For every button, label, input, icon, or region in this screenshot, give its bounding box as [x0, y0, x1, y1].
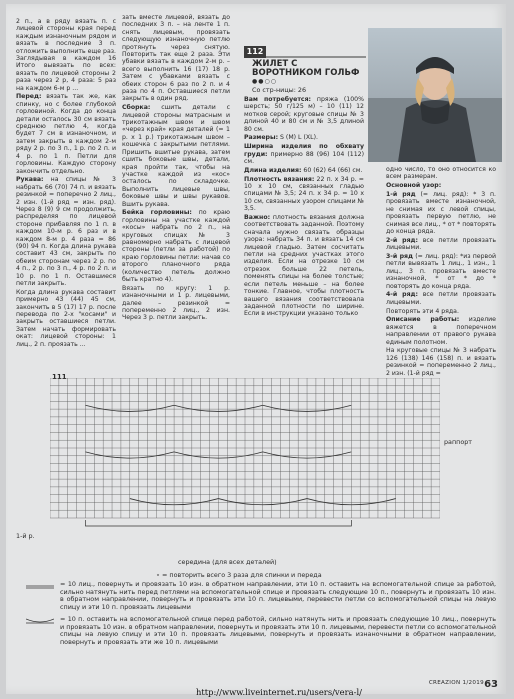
paragraph-assembly [122, 104, 230, 208]
knitting-chart [50, 378, 440, 528]
label-chest: Ширина изделия по обхвату груди: [244, 143, 364, 158]
text-description: изделие вяжется в поперечном направлении от правого рукава единым полотном. [386, 316, 496, 346]
paragraph-row2 [386, 237, 496, 252]
paragraph-sizes [244, 134, 364, 141]
paragraph-collar [122, 209, 230, 283]
text-row1: (= лиц. ряд): * 3 п. провязать вместе изнаночной, не снимая их с левой спицы, провязать первую петлю, не снимая все лиц., * от * повторять до конца ряда. [386, 191, 496, 236]
row-1-label: 1-й р. [16, 532, 35, 540]
label-row4: 4-й ряд: [386, 291, 419, 299]
rapport-label: раппорт [444, 438, 473, 446]
chart-number: 111 [52, 373, 67, 381]
difficulty-dots: ●●○○ [252, 78, 277, 85]
paragraph-important [244, 214, 364, 318]
paragraph: зать вместе лицевой, вязать до последних 3 п. – на ленте 1 п. снять лицевым, провязать следующую изнаночную петлю протянуть через снятую. Повторить так еще 2 раза. Эти убавки вязать в каждом 2-м р. – всего выполнить 16 (17) 18 р. Затем с убавками вязать с обеих сторон 6 раз по 2 п. и 4 раза по 4 п. Оставшиеся петли закрыть в один ряд. [122, 14, 230, 103]
legend-item [26, 616, 496, 651]
label-sleeves: Рукава: [16, 176, 44, 184]
text-important: плотность вязания должна соответствовать заданной. Поэтому сначала нужно связать образцы узора: набрать 34 п. и вязать 14 см лицевой гладью. Затем сосчитать петли на средних участках этого изделия. Если на отрезке 10 см отрезок больше 22 петель, поменять спицы на более толстые; если петель меньше – на более тонкие. Главное, чтобы плотность вашего вязания соответствовала заданной плотности по ширине. Если в инструкции указано только [244, 214, 364, 318]
header-rule [244, 46, 366, 58]
paragraph: На круговые спицы № 3 набрать 126 (138) 146 (158) п. и вязать резинкой = попеременно 2 лиц., 2 изн. (1-й ряд = [386, 347, 496, 377]
text-sleeves: на спицы № 3 набрать 66 (70) 74 п. и вязать резинкой = поперечно 2 лиц., 2 изн. (1-й ряд = изн. ряд). Через 8 (9) 9 см продолжить, распределяя по лицевой стороне прибавляя по 1 п. в каждом 10-м р. 6 раз и в каждом 8-м р. 4 раза = 86 (90) 94 п. Когда длина рукава составит 43 см, закрыть по обеим сторонам через 2 р. по 4 п., 2 р. по 3 п., 4 р. по 2 п. и 10 р. по 1 п. Оставшиеся петли закрыть. [16, 176, 116, 287]
label-row2: 2-й ряд: [386, 236, 419, 244]
centre-label: середина (для всех деталей) [178, 558, 277, 566]
label-description: Описание работы: [386, 316, 460, 324]
paragraph: Когда длина рукава составит примерно 43 (44) 45 см, закончить в 5 (17) 17 р. после перевода по 2-х "косами" и закрыть оставшиеся петли. Затем начать формировать окат: лицевой стороны: 1 лиц., 2 п. проязать ... [16, 288, 116, 348]
label-gauge: Плотность вязания: [244, 175, 315, 183]
pattern-number: 112 [244, 46, 266, 58]
photo-illustration [368, 28, 502, 162]
paragraph-length [244, 167, 364, 174]
text-materials: пряжа (100% шерсть; 50 г/125 м) – 10 (11) 12 мотков серой; круговые спицы № 3 длиной 40 и 80 см и № 3,5 длиной 80 см. [244, 96, 364, 133]
legend-text: = 10 п. оставить на вспомогательной спице перед работой, сильно натянуть нить и провязать следующие 10 лиц., повернуть и провязать 10 изн. в обратном направлении, повернуть и провязать эти 10 п. лицевыми, перевести петли со вспомогательной спицы на левую спицу и эти 10 п. провязать лицевыми, повернуть и провязать изнаночными в обратном направлении, повернуть и провязать эти же 10 п. лицевыми [60, 615, 496, 646]
legend-text: = 10 лиц., повернуть и провязать 10 изн. в обратном направлении, эти 10 п. оставить на вспомогательной спице за работой, сильно натянуть нить перед петлями на вспомогательной спице и провязать следующие 10 п., повернуть и провязать 10 изн. в обратном направлении, повернуть и провязать эти 10 п. лицевыми, перевести петли со вспомогательной спицы на левую спицу и эти 10 п. провязать лицевыми [60, 580, 496, 611]
paragraph-repeat: Повторять эти 4 ряда. [386, 307, 459, 315]
paragraph-chest [244, 143, 364, 165]
label-sizes: Размеры: [244, 134, 279, 142]
label-row1: 1-й ряд [386, 191, 416, 198]
text-column-3 [244, 96, 364, 319]
cable-left-symbol [26, 582, 54, 590]
legend-item [26, 581, 496, 616]
text-row4: все петли провязать лицевыми. [386, 291, 496, 306]
paragraph: Вязать по кругу: 1 р. изнаночными и 1 р. лицевыми, далее – резинкой = попеременно 2 лиц., 2 изн. Через 3 р. петли закрыть. [122, 284, 230, 322]
label-materials: Вам потребуется: [244, 96, 312, 103]
cable-right-symbol [26, 617, 54, 625]
magazine-page [6, 4, 506, 694]
paragraph-gauge [244, 176, 364, 213]
pattern-title: ЖИЛЕТ С ВОРОТНИКОМ ГОЛЬФ [252, 59, 360, 78]
text-sizes: S (M) L (XL). [278, 134, 318, 142]
text-row2: все петли провязать лицевыми. [386, 236, 496, 252]
text-front: вязать так же, как спинку, но с более глубокой горловиной. Когда до конца детали осталось 30 см вязать среднюю петлю 4, когда будет 7 см в изнаночном, и затем закрыть в каждом 2-м ряду 2 р. по 3 п., 1 р. по 2 п. и 4 р. по 1 п. Петли для горловины. Каждую сторону закончить отдельно. [16, 93, 116, 175]
paragraph-sleeves [16, 176, 116, 287]
model-photo [368, 28, 502, 162]
label-row3: 3-й ряд [386, 253, 414, 261]
repeat-brace [85, 520, 351, 526]
paragraph: 2 п., а в ряду вязать п. с лицевой стороны края перед каждым изнаночным рядом и вязать в последние 3 п. отложить выполнить еще раз. Заглядывая в каждом 16 Итого вывязать по всех: вязать по лицевой стороны 2 раза через 2 р, 4 раза: 5 раз на каждом 6-м р ... [16, 18, 116, 92]
chart-grid [50, 378, 440, 528]
text-column-1 [16, 18, 116, 349]
paragraph: одно число, то оно относится ко всем размерам. [386, 166, 496, 181]
page-number: 63 [484, 679, 498, 690]
text-chest: примерно 88 (96) 104 (112) см. [244, 150, 364, 166]
repeat-note: ⋆ = повторить всего 3 раза для спинки и переда [156, 571, 322, 579]
text-length: 60 (62) 64 (66) см. [301, 166, 363, 174]
magazine-issue: CREAZION 1/2019 [428, 680, 484, 686]
grid-lines [50, 378, 440, 518]
paragraph-front [16, 93, 116, 174]
paragraph-main-pattern [386, 182, 496, 189]
text-assembly: сшить детали с лицевой стороны матрасным и трикотажным швом и швом «через край» края деталей (= 1 р. х 1 р.) трикотажным швом – кошечка с закрытыми петлями. Пришить вшитые рукава, затем сшить боковые швы, детали, края пройти так, чтобы на участке каждой из «кос» осталось по складочке. Выполнить лицевые швы, боковые швы и швы рукавов. Вшить рукава. [122, 104, 230, 208]
chart-legend [26, 581, 496, 651]
label-front: Перед: [16, 93, 42, 101]
label-main-pattern: Основной узор: [386, 182, 442, 190]
paragraph-materials [244, 96, 364, 133]
text-column-2 [122, 14, 230, 323]
label-important: Важно: [244, 214, 271, 222]
watermark-url: http://www.liveinternet.ru/users/vera-l/ [196, 687, 362, 697]
difficulty-label: Со стр-ницы: 26 [252, 86, 307, 94]
text-collar: по краю горловины на участке каждой «косы» набрать по 2 п., на круговых спицах № 3 равномерно набрать с лицевой стороны (петли за работой) по краю горловины петли: начав со второго планочного ряда (количество петель должно быть кратно 4). [122, 209, 230, 283]
paragraph-row3 [386, 253, 496, 290]
text-gauge: 22 п. x 34 р. = 10 x 10 см, связанных гладью спицами № 3,5; 24 п. x 34 р. = 10 x 10 см, связанных узором спицами № 3,5. [244, 175, 364, 213]
label-assembly: Сборка: [122, 104, 151, 112]
text-row3: (= лиц. ряд): *из первой петли вывязать 1 лиц., 1 изн., 1 лиц., 3 п. провязать вместе изнаночной, * от * до * повторять до конца ряда. [386, 253, 496, 290]
text-column-4 [386, 166, 496, 378]
paragraph-description [386, 316, 496, 346]
label-collar: Бейка горловины: [122, 209, 192, 217]
pattern-header-bar [244, 46, 366, 58]
paragraph-row4 [386, 291, 496, 306]
label-length: Длина изделия: [244, 166, 302, 174]
paragraph-row1 [386, 191, 496, 235]
